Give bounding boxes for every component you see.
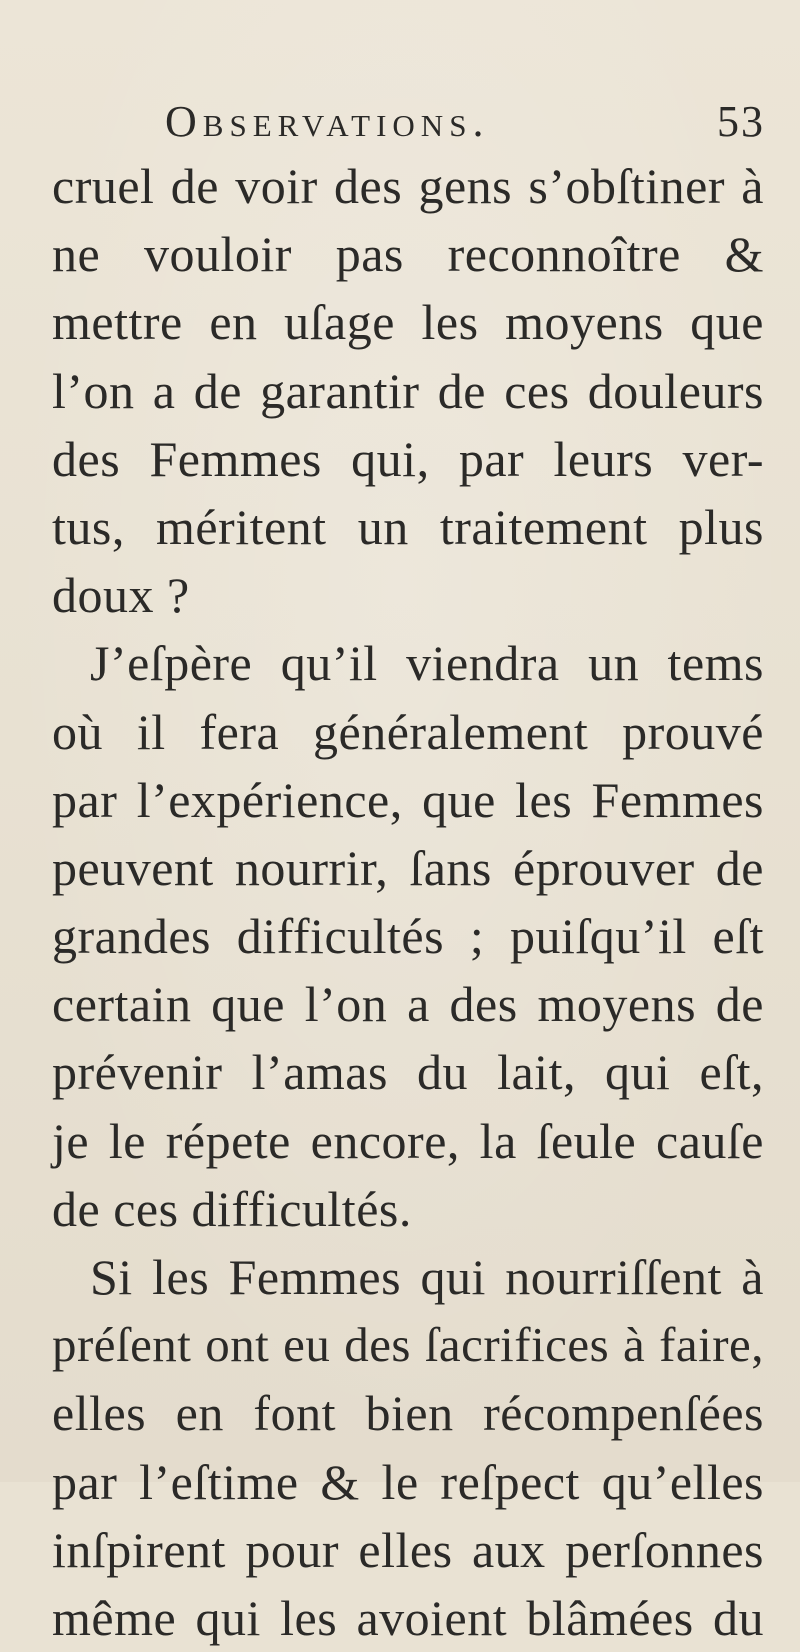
- running-head: [165, 96, 765, 156]
- text-line: par l’eſtime & le reſpect qu’elles: [52, 1453, 764, 1510]
- text-line: J’eſpère qu’il viendra un tems: [90, 635, 764, 692]
- text-line: par l’expérience, que les Femmes: [52, 771, 764, 828]
- text-line: peuvent nourrir, ſans éprouver de: [52, 839, 764, 896]
- text-line: l’on a de garantir de ces douleurs: [52, 362, 764, 419]
- body-text: [52, 152, 764, 1652]
- text-line: mettre en uſage les moyens que: [52, 294, 764, 351]
- text-line: tus, méritent un traitement plus: [52, 498, 764, 555]
- text-line: Si les Femmes qui nourriſſent à: [90, 1249, 764, 1305]
- text-line: inſpirent pour elles aux perſonnes: [52, 1521, 764, 1578]
- text-line: elles en font bien récompenſées: [52, 1385, 764, 1442]
- text-line: je le répete encore, la ſeule cauſe: [52, 1112, 764, 1169]
- text-line: certain que l’on a des moyens de: [52, 976, 764, 1033]
- text-line: préſent ont eu des ſacrifices à faire,: [52, 1317, 764, 1373]
- text-line: même qui les avoient blâmées du: [52, 1589, 764, 1646]
- text-line: grandes difficultés ; puiſqu’il eſt: [52, 908, 764, 965]
- text-line: prévenir l’amas du lait, qui eſt,: [52, 1044, 764, 1101]
- text-line: doux ?: [52, 567, 190, 624]
- text-line: ne vouloir pas reconnoître &: [52, 226, 764, 283]
- text-line: des Femmes qui, par leurs ver-: [52, 430, 764, 487]
- text-line: cruel de voir des gens s’obſtiner à: [52, 158, 764, 214]
- text-line: de ces difficultés.: [52, 1180, 412, 1237]
- running-head-title: Observations.: [165, 97, 490, 146]
- page-number: 53: [717, 97, 765, 146]
- text-line: où il fera généralement prouvé: [52, 703, 764, 760]
